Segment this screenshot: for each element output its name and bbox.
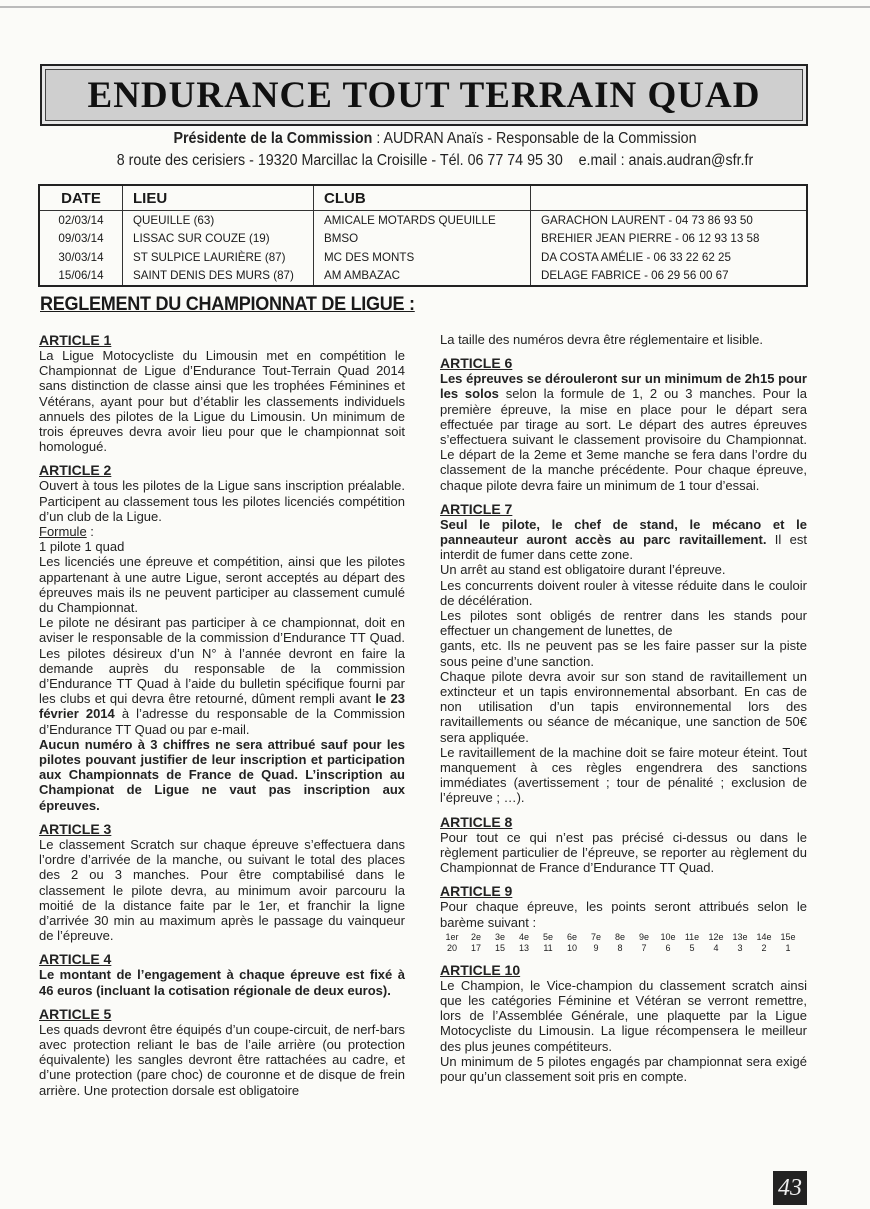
place-label: 8e [614,931,625,942]
points-value: 3 [737,942,743,953]
place-label: 7e [590,931,601,942]
article-title: ARTICLE 5 [39,1005,112,1022]
calendar-header-row [39,185,807,211]
points-value: 1 [785,942,791,953]
deadline: le 23 février 2014 [39,691,405,722]
header-club: CLUB [314,185,531,211]
right-column [440,326,807,1092]
cell-club: BMSO [314,230,531,249]
place-label: 10e [660,931,676,942]
top-rule [0,6,870,8]
place-label: 13e [732,931,748,942]
article-title: ARTICLE 9 [440,883,513,900]
table-row [39,248,807,267]
article-text [440,371,807,493]
article-text: Le Champion, le Vice-champion du classement scratch ainsi que les catégories Féminine et Vétéran se verront remettre, lors de l’Assemblée Générale, une plaquette par la Ligue Motocycliste du Limousin. La ligue récompensera le meilleur des plus jeunes compétiteurs. [440,977,807,1054]
cell-date: 09/03/14 [39,230,123,249]
commission-contact [35,152,835,170]
text-part: à l’adresse du responsable de la Commission d’Endurance TT Quad ou par e-mail. [39,706,406,737]
points-value: 8 [617,942,623,953]
table-row [39,230,807,249]
article-text: Un arrêt au stand est obligatoire durant l’épreuve. [440,562,726,578]
table-row [39,267,807,287]
points-value: 20 [446,942,457,953]
header-lieu: LIEU [123,185,314,211]
place-label: 11e [684,931,700,942]
article-2 [39,462,405,812]
points-value: 17 [470,942,481,953]
place-label: 1er [445,931,459,942]
article-text: Pour tout ce qui n’est pas précisé ci-dessus ou dans le règlement particulier de l’épreuve, se reporter au règlement du Championnat de France d’Endurance TT Quad. [440,829,807,876]
cell-contact: GARACHON LAURENT - 04 73 86 93 50 [531,211,808,230]
formule-label: Formule [39,524,87,540]
points-value: 15 [494,942,505,953]
article-text: Chaque pilote devra avoir sur son stand de ravitaillement un extincteur et un tapis environnemental absorbant. En cas de non utilisation d’un tapis environnemental lors des ravitaillements ou séance de mécanique, une sanction de 50€ sera appliquée. [440,668,807,745]
cell-club: AMICALE MOTARDS QUEUILLE [314,211,531,230]
calendar-table [38,184,808,287]
place-label: 4e [518,931,529,942]
points-value: 13 [518,942,529,953]
title-banner-inner [45,69,803,121]
points-value: 11 [543,942,553,953]
table-row [39,211,807,230]
article-title: ARTICLE 6 [440,355,513,372]
place-label: 15e [780,931,796,942]
cell-contact: BREHIER JEAN PIERRE - 06 12 93 13 58 [531,230,808,249]
article-text: Un minimum de 5 pilotes engagés par championnat sera exigé pour qu’un classement soit pris en compte. [440,1053,807,1084]
article-5 [39,1006,405,1098]
header-date: DATE [39,185,123,211]
article-3 [39,821,405,943]
points-value: 7 [641,942,647,953]
article-8 [440,814,807,876]
left-column [39,326,405,1106]
points-value: 5 [689,942,695,953]
article-5-continued: La taille des numéros devra être réglementaire et lisible. [440,332,764,347]
article-title: ARTICLE 1 [39,332,112,348]
points-scale [440,932,800,954]
article-text: Ouvert à tous les pilotes de la Ligue sans inscription préalable. Participent au classement tous les pilotes licenciés compétition d’un club de la Ligue. [39,478,405,524]
cell-contact: DELAGE FABRICE - 06 29 56 00 67 [531,267,808,287]
article-text: Pour chaque épreuve, les points seront attribués selon le barème suivant : [440,899,807,930]
cell-date: 15/06/14 [39,267,123,287]
cell-date: 30/03/14 [39,248,123,267]
article-text [440,517,807,563]
article-text: Le ravitaillement de la machine doit se faire moteur éteint. Tout manquement à ces règles engendrera des sanctions immédiates (avertissement ; tour de pénalité ; exclusion de l’épreuve ; …). [440,744,807,806]
section-title: REGLEMENT DU CHAMPIONNAT DE LIGUE : [40,294,415,315]
place-label: 9e [638,931,649,942]
email: e.mail : anais.audran@sfr.fr [578,152,754,169]
article-10 [440,962,807,1084]
commission-president [35,130,835,148]
article-text: Les licenciés une épreuve et compétition, ainsi que les pilotes appartenant à une autre Ligue, seront acceptés au départ des épreuves mais ils ne peuvent participer au classement cumulé du Championnat. [39,554,405,616]
article-bold-text: Le montant de l’engagement à chaque épreuve est fixé à 46 euros (incluant la cotisation régionale de deux euros). [39,967,405,998]
article-text [39,615,405,737]
article-7 [440,501,807,806]
page-title: ENDURANCE TOUT TERRAIN QUAD [87,74,761,116]
place-label: 2e [470,931,481,942]
place-label: 5e [542,931,553,942]
article-1 [39,332,405,454]
address: 8 route des cerisiers - 19320 Marcillac la Croisille - Tél. 06 77 74 95 30 [116,152,563,169]
article-bold-text: Les épreuves se dérouleront sur un minimum de 2h15 pour les solos [440,371,807,402]
article-text: Les concurrents doivent rouler à vitesse réduite dans le couloir de décélération. [440,577,807,608]
cell-contact: DA COSTA AMÉLIE - 06 33 22 62 25 [531,248,808,267]
article-text: Le classement Scratch sur chaque épreuve s’effectuera dans l’ordre d’arrivée de la manche, ou suivant le total des places des 2 ou 3 manches. Pour être comptabilisé dans le classement le pilote devra, au minimum avoir parcouru la moitié de la distance faite par le 1er, et franchir la ligne d’arrivée 30 min au maximum après le passage du vainqueur de l’épreuve. [39,836,405,944]
formule-suffix: : [86,524,94,540]
cell-club: MC DES MONTS [314,248,531,267]
place-label: 3e [494,931,505,942]
title-banner [40,64,808,126]
president-label: Présidente de la Commission [173,130,373,147]
cell-date: 02/03/14 [39,211,123,230]
article-4 [39,951,405,997]
article-text: Les pilotes sont obligés de rentrer dans les stands pour effectuer un changement de lunettes, de [440,608,807,639]
points-value: 4 [713,942,719,953]
article-title: ARTICLE 7 [440,500,513,517]
points-value: 6 [665,942,671,953]
article-bold-text: Seul le pilote, le chef de stand, le mécano et le panneauteur auront accès au parc ravitaillement. [440,516,807,548]
page-number: 43 [773,1171,807,1205]
text-part: Le pilote ne désirant pas participer à ce championnat, doit en aviser le responsable de la commission d’Endurance TT Quad. Les pilotes désireux d’un N° à l’année devront en faire la demande auprès du responsable de la commission d’Endurance TT Quad à l’aide du bulletin spécifique fourni par les clubs et qui devra être retourné, dûment rempli avant [39,615,405,707]
article-title: ARTICLE 8 [440,813,513,830]
article-6 [440,355,807,493]
points-value: 9 [593,942,599,953]
cell-lieu: QUEUILLE (63) [123,211,314,230]
article-bold-text: Aucun numéro à 3 chiffres ne sera attribué sauf pour les pilotes pouvant justifier de leur inscription et participation aux Championnats de France de Quad. L’inscription au Championat de Ligue ne vaut pas inscription aux épreuves. [39,736,405,813]
article-title: ARTICLE 10 [440,961,521,978]
formule-line [39,524,405,539]
cell-lieu: ST SULPICE LAURIÈRE (87) [123,248,314,267]
points-value: 2 [761,942,767,953]
text-part: Il est interdit de fumer dans cette zone. [440,532,807,563]
president-text: : AUDRAN Anaïs - Responsable de la Commission [372,130,697,147]
article-title: ARTICLE 2 [39,462,112,479]
article-title: ARTICLE 3 [39,820,112,837]
article-title: ARTICLE 4 [39,951,112,968]
points-value: 10 [566,942,577,953]
article-text: Les quads devront être équipés d’un coupe-circuit, de nerf-bars avec protection reliant le bas de l’aile arrière (ou protection équivalente) les sangles devront être rattachées au cadre, et d’une protection (pare choc) de couronne et de disque de frein arrière. Une protection dorsale est obligatoire [39,1021,405,1098]
article-text: gants, etc. Ils ne peuvent pas se les faire passer sur la piste sous peine d’une sanction. [440,638,807,669]
article-9 [440,883,807,953]
cell-club: AM AMBAZAC [314,267,531,287]
article-text: La Ligue Motocycliste du Limousin met en compétition le Championnat de Ligue d’Endurance Tout-Terrain Quad 2014 sans distinction de classe ainsi que les trophées Féminines et Vétérans, ayant pour but d’établir les classements individuels annuels des pilotes de la Ligue du Limousin. Un minimum de trois épreuves devra avoir lieu pour que le championnat soit homologué. [39,348,405,455]
cell-lieu: LISSAC SUR COUZE (19) [123,230,314,249]
text-part: selon la formule de 1, 2 ou 3 manches. Pour la première épreuve, la mise en place pour le départ sera effectuée par tirage au sort. Le départ des autres épreuves s’effectuera suivant le classement provisoire du Championnat. Le départ de la 2eme et 3eme manche se fera dans l’ordre du classement de la manche précédente. Pour chaque épreuve, chaque pilote devra faire un minimum de 1 tour d’essai. [440,386,808,493]
cell-lieu: SAINT DENIS DES MURS (87) [123,267,314,287]
header-contact [531,185,808,211]
place-label: 12e [708,931,724,942]
place-label: 14e [756,931,772,942]
place-label: 6e [566,931,577,942]
pilote-line: 1 pilote 1 quad [39,539,125,555]
